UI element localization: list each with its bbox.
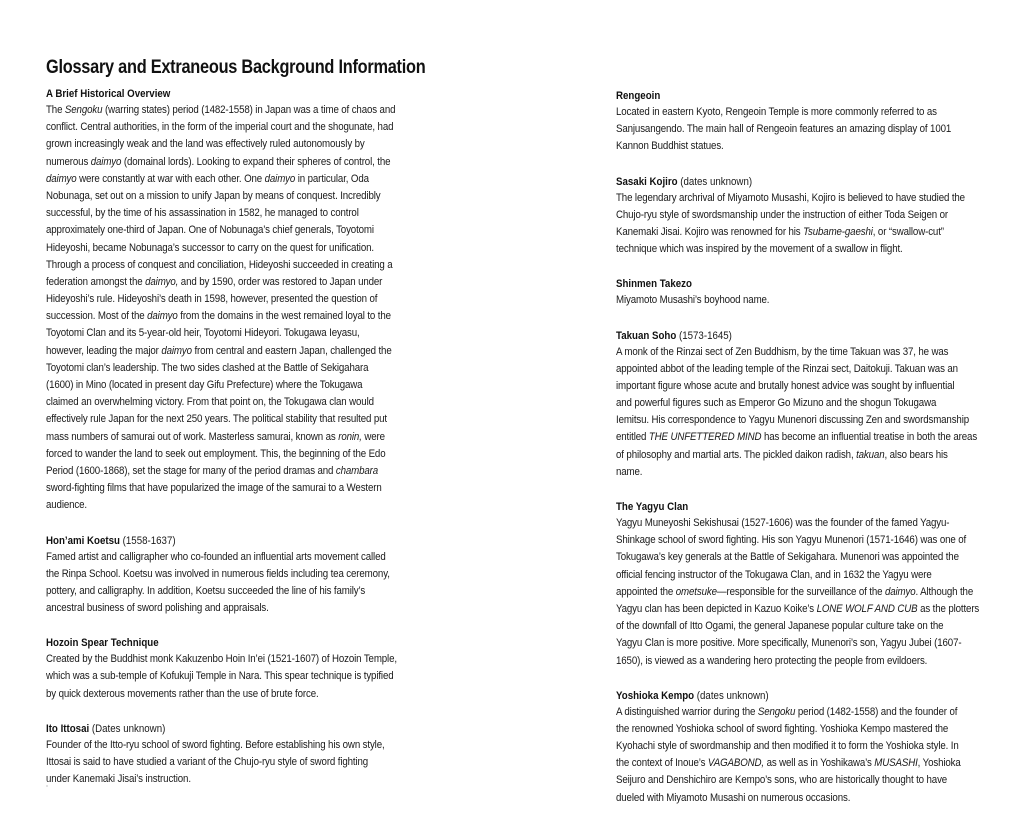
- text-segment: succession. Most of the: [46, 310, 148, 323]
- glossary-entry: [46, 721, 426, 789]
- text-line: [616, 567, 943, 584]
- text-segment: Yagyu Muneyoshi Sekishusai (1527-1606) was the founder of the famed Yagyu-: [616, 517, 950, 529]
- left-column: [46, 86, 426, 806]
- glossary-entry: [616, 174, 996, 259]
- text-line: [616, 464, 943, 481]
- text-segment: forced to wander the land to seek out employment. This, the beginning of the Edo: [46, 447, 386, 460]
- italic-text: daimyo: [90, 155, 122, 168]
- text-line: [616, 361, 958, 378]
- italic-text: daimyo: [147, 310, 178, 323]
- text-segment: Seijuro and Denshichiro are Kempo’s sons, who are historically thought to have: [616, 774, 948, 787]
- text-segment: Located in eastern Kyoto, Rengeoin Temple is more commonly referred to as: [616, 106, 937, 118]
- entry-heading: [616, 276, 943, 292]
- entry-term: Hozoin Spear Technique: [46, 637, 159, 650]
- text-segment: sword-fighting films that have popularized the image of the samurai to a Western: [46, 482, 382, 495]
- entry-dates: (dates unknown): [677, 175, 753, 188]
- text-line: [46, 325, 373, 342]
- glossary-entry: [616, 88, 996, 156]
- text-line: [616, 755, 961, 772]
- glossary-entry: [616, 499, 996, 670]
- text-line: [46, 651, 397, 668]
- text-line: [46, 686, 373, 703]
- text-segment: appointed abbot of the leading temple of the Rinzai sect, Daitokuji. Takuan was an: [616, 362, 958, 375]
- italic-text: takuan: [856, 448, 885, 461]
- text-segment: Period (1600-1868), set the stage for many of the period dramas and: [46, 464, 336, 477]
- italic-text: daimyo: [46, 172, 77, 185]
- text-segment: Toyotomi clan’s leadership. The two sides clashed at the Battle of Sekigahara: [46, 361, 369, 374]
- entry-term: Sasaki Kojiro: [616, 175, 678, 188]
- text-segment: in particular, Oda: [295, 172, 369, 185]
- page-title: Glossary and Extraneous Background Information: [46, 56, 426, 78]
- text-line: [46, 463, 379, 480]
- text-segment: 1650), is viewed as a wandering hero protecting the people from evildoers.: [616, 654, 928, 667]
- text-segment: grown increasingly weak and the land was effectively ruled autonomously by: [46, 138, 365, 151]
- text-segment: mass numbers of samurai out of work. Masterless samurai, known as: [46, 430, 339, 443]
- text-segment: as the plotters: [917, 602, 980, 615]
- entry-body: [616, 515, 996, 670]
- text-line: [46, 394, 373, 411]
- entry-body: [46, 651, 426, 703]
- text-line: [46, 583, 373, 600]
- entry-term: Ito Ittosai: [46, 722, 90, 735]
- text-segment: (1600) in Mino (located in present day Gifu Prefecture) where the Tokugawa: [46, 379, 363, 391]
- text-segment: Kanemaki Jisai. Kojiro was renowned for his: [616, 225, 804, 238]
- entry-heading: [616, 174, 943, 190]
- entry-heading: [46, 86, 373, 102]
- text-segment: claimed an overwhelming victory. From that point on, the Tokugawa clan would: [46, 396, 374, 409]
- text-segment: successful, by the time of his assassination in 1582, he managed to control: [46, 207, 359, 220]
- text-segment: from central and eastern Japan, challenged the: [191, 344, 392, 357]
- text-line: [46, 566, 390, 583]
- text-segment: Kannon Buddhist statues.: [616, 140, 724, 153]
- entry-dates: (1558-1637): [119, 534, 176, 547]
- text-line: [616, 429, 978, 446]
- text-segment: Miyamoto Musashi’s boyhood name.: [616, 294, 770, 307]
- text-segment: the context of Inoue’s: [616, 757, 708, 770]
- entry-term: The Yagyu Clan: [616, 501, 689, 513]
- text-segment: numerous: [46, 155, 91, 168]
- text-segment: , or “swallow-cut”: [872, 225, 944, 238]
- glossary-entry: [616, 688, 996, 807]
- text-segment: Founder of the Itto-ryu school of sword fighting. Before establishing his own style,: [46, 738, 385, 751]
- text-line: [46, 497, 373, 514]
- entry-term: Hon’ami Koetsu: [46, 534, 120, 547]
- text-line: [46, 102, 396, 119]
- text-line: [46, 188, 381, 205]
- text-segment: from the domains in the west remained loyal to the: [177, 310, 391, 323]
- text-segment: federation amongst the: [46, 275, 146, 288]
- italic-text: daimyo,: [145, 275, 179, 288]
- text-segment: , also bears his: [884, 448, 948, 461]
- text-segment: were constantly at war with each other. One: [76, 172, 265, 185]
- italic-text: ometsuke: [675, 585, 717, 598]
- text-segment: by quick dexterous movements rather than the use of brute force.: [46, 687, 319, 700]
- text-line: [616, 584, 974, 601]
- text-line: [46, 119, 394, 136]
- text-segment: official fencing instructor of the Tokugawa Clan, and in 1632 the Yagyu were: [616, 568, 932, 581]
- italic-text: Tsubame-gaeshi: [803, 225, 873, 238]
- text-line: [616, 104, 943, 121]
- text-segment: . Although the: [915, 585, 974, 598]
- text-segment: Iemitsu. His correspondence to Yagyu Munenori discussing Zen and swordsmanship: [616, 414, 970, 427]
- entry-heading: [616, 499, 943, 515]
- text-segment: ancestral business of sword polishing and appraisals.: [46, 602, 269, 615]
- entry-heading: [616, 88, 943, 104]
- text-segment: Through a process of conquest and conciliation, Hideyoshi succeeded in creating a: [46, 258, 393, 271]
- text-segment: , Yoshioka: [917, 757, 961, 770]
- text-segment: of the downfall of Itto Ogami, the general Japanese popular culture take on the: [616, 620, 944, 633]
- text-segment: Toyotomi Clan and its 5-year-old heir, Toyotomi Hideyori. Tokugawa Ieyasu,: [46, 327, 360, 340]
- italic-text: Sengoku: [757, 705, 796, 718]
- entry-body: [616, 344, 996, 482]
- text-line: [616, 721, 949, 738]
- text-segment: Kyohachi style of swordmanship and then modified it to form the Yoshioka style. In: [616, 740, 959, 753]
- text-segment: Nobunaga, set out on a mission to unify Japan by means of conquest. Incredibly: [46, 189, 381, 202]
- entry-term: Takuan Soho: [616, 329, 677, 342]
- entry-term: Rengeoin: [616, 90, 661, 102]
- text-segment: Sanjusangendo. The main hall of Rengeoin features an amazing display of 1001: [616, 123, 952, 136]
- italic-text: Sengoku: [64, 104, 103, 116]
- text-line: [616, 515, 950, 532]
- entry-heading: [46, 635, 373, 651]
- text-line: [46, 377, 373, 394]
- text-segment: Yagyu Clan is more positive. More specifically, Munenori’s son, Yagyu Jubei (1607-: [616, 637, 962, 650]
- text-line: [616, 738, 959, 755]
- entry-term: A Brief Historical Overview: [46, 88, 171, 100]
- text-segment: of philosophy and martial arts. The pickled daikon radish,: [616, 448, 857, 461]
- text-segment: audience.: [46, 499, 87, 512]
- text-segment: Chujo-ryu style of swordsmanship under the instruction of either Toda Seigen or: [616, 208, 949, 221]
- right-column: [616, 88, 996, 825]
- entry-dates: (dates unknown): [694, 689, 769, 702]
- text-segment: entitled: [616, 431, 649, 444]
- text-line: [616, 704, 958, 721]
- text-segment: the renowned Yoshioka school of sword fighting. Yoshioka Kempo mastered the: [616, 722, 949, 735]
- text-line: [46, 737, 385, 754]
- entry-heading: [46, 721, 373, 737]
- text-segment: appointed the: [616, 585, 676, 598]
- text-line: [46, 308, 391, 325]
- entry-body: [616, 104, 996, 156]
- text-line: [616, 207, 949, 224]
- text-segment: dueled with Miyamoto Musashi on numerous occasions.: [616, 791, 851, 804]
- text-line: [46, 360, 373, 377]
- italic-text: daimyo: [884, 585, 916, 598]
- text-segment: Famed artist and calligrapher who co-founded an influential arts movement called: [46, 550, 386, 563]
- text-line: [616, 121, 952, 138]
- text-line: [46, 222, 373, 239]
- entry-heading: [46, 533, 373, 549]
- text-line: [46, 411, 387, 428]
- text-segment: which was a sub-temple of Kofukuji Temple in Nara. This spear technique is typified: [46, 670, 394, 683]
- italic-text: LONE WOLF AND CUB: [816, 602, 918, 615]
- text-line: [46, 754, 373, 771]
- text-line: [46, 600, 373, 617]
- text-segment: pottery, and calligraphy. In addition, Koetsu succeeded the line of his family’s: [46, 584, 366, 597]
- text-segment: (domainal lords). Looking to expand their spheres of control, the: [121, 155, 391, 168]
- text-segment: The: [46, 104, 65, 116]
- text-line: [46, 205, 373, 222]
- text-line: [46, 257, 393, 274]
- text-line: [616, 549, 959, 566]
- text-segment: A monk of the Rinzai sect of Zen Buddhism, by the time Takuan was 37, he was: [616, 345, 949, 358]
- text-segment: A distinguished warrior during the: [616, 705, 758, 718]
- italic-text: daimyo: [264, 172, 296, 185]
- entry-body: [46, 102, 426, 515]
- text-segment: effectively rule Japan for the next 250 years. The political stability that resulted put: [46, 413, 387, 426]
- text-segment: Hideyoshi’s rule. Hideyoshi’s death in 1598, however, presented the question of: [46, 293, 378, 306]
- text-line: [46, 549, 386, 566]
- text-line: [46, 291, 378, 308]
- text-segment: as well as in Yoshikawa’s: [764, 757, 875, 770]
- text-segment: conflict. Central authorities, in the form of the imperial court and the shogunate, had: [46, 121, 394, 134]
- text-segment: however, leading the major: [46, 344, 162, 357]
- text-segment: The legendary archrival of Miyamoto Musashi, Kojiro is believed to have studied the: [616, 191, 965, 204]
- text-line: [46, 136, 373, 153]
- glossary-entry: [46, 635, 426, 703]
- text-segment: were: [361, 430, 385, 443]
- italic-text: chambara: [335, 464, 379, 477]
- glossary-entry: [616, 276, 996, 309]
- entry-body: [616, 292, 996, 309]
- text-line: [616, 378, 955, 395]
- text-line: [616, 772, 948, 789]
- italic-text: THE UNFETTERED MIND: [648, 431, 762, 444]
- text-line: [46, 429, 385, 446]
- italic-text: MUSASHI: [874, 757, 918, 770]
- entry-term: Shinmen Takezo: [616, 278, 692, 291]
- text-segment: Shinkage school of sword fighting. His son Yagyu Munenori (1571-1646) was one of: [616, 534, 967, 547]
- entry-heading: [616, 688, 943, 704]
- text-line: [46, 240, 373, 257]
- entry-dates: (1573-1645): [676, 329, 732, 342]
- text-line: [616, 790, 943, 807]
- text-segment: Tokugawa’s key generals at the Battle of Sekigahara. Munenori was appointed the: [616, 551, 959, 564]
- text-segment: under Kanemaki Jisai’s instruction.: [46, 773, 191, 786]
- text-line: [616, 618, 943, 635]
- text-line: [616, 532, 967, 549]
- glossary-entry: [46, 533, 426, 618]
- text-segment: Hideyoshi, became Nobunaga’s successor to carry on the quest for unification.: [46, 241, 374, 254]
- text-line: [46, 171, 373, 188]
- text-segment: important figure whose acute and brutally honest advice was sought by influential: [616, 379, 955, 392]
- scan-artifact-dot: [46, 785, 48, 787]
- text-segment: technique which was inspired by the movement of a swallow in flight.: [616, 243, 903, 256]
- text-segment: has become an influential treatise in both the areas: [761, 431, 978, 444]
- text-line: [46, 446, 386, 463]
- entry-body: [616, 704, 996, 807]
- text-line: [616, 635, 962, 652]
- text-segment: and powerful figures such as Emperor Go Mizuno and the shogun Tokugawa: [616, 397, 937, 410]
- text-line: [46, 343, 392, 360]
- entry-term: Yoshioka Kempo: [616, 689, 695, 702]
- entry-body: [616, 190, 996, 259]
- text-segment: the Rinpa School. Koetsu was involved in numerous fields including tea ceremony,: [46, 567, 390, 580]
- text-line: [616, 653, 943, 670]
- text-segment: Yagyu clan has been depicted in Kazuo Koike’s: [616, 602, 817, 615]
- text-line: [616, 412, 970, 429]
- text-segment: period (1482-1558) and the founder of: [795, 705, 958, 718]
- text-segment: —responsible for the surveillance of the: [716, 585, 885, 598]
- italic-text: VAGABOND,: [707, 757, 765, 770]
- text-segment: Created by the Buddhist monk Kakuzenbo Hoin In’ei (1521-1607) of Hozoin Temple,: [46, 653, 397, 666]
- text-line: [616, 138, 943, 155]
- text-segment: name.: [616, 465, 643, 478]
- text-line: [616, 292, 943, 309]
- text-line: [616, 190, 965, 207]
- text-line: [616, 601, 980, 618]
- text-segment: and by 1590, order was restored to Japan under: [178, 275, 383, 288]
- text-line: [616, 241, 943, 258]
- text-line: [616, 447, 948, 464]
- text-line: [46, 771, 373, 788]
- entry-body: [46, 549, 426, 618]
- italic-text: ronin,: [338, 430, 362, 443]
- entry-dates: (Dates unknown): [89, 722, 166, 735]
- text-line: [616, 344, 949, 361]
- text-segment: (warring states) period (1482-1558) in Japan was a time of chaos and: [102, 104, 396, 116]
- text-line: [616, 395, 943, 412]
- text-line: [46, 154, 391, 171]
- text-line: [46, 480, 382, 497]
- text-segment: Ittosai is said to have studied a variant of the Chujo-ryu style of sword fighting: [46, 756, 369, 768]
- entry-heading: [616, 328, 943, 344]
- italic-text: daimyo: [161, 344, 192, 357]
- text-segment: approximately one-third of Japan. One of Nobunaga’s chief generals, Toyotomi: [46, 224, 374, 237]
- entry-body: [46, 737, 426, 789]
- glossary-entry: [46, 86, 426, 515]
- glossary-entry: [616, 328, 996, 482]
- text-line: [616, 224, 943, 241]
- text-line: [46, 668, 394, 685]
- text-line: [46, 274, 383, 291]
